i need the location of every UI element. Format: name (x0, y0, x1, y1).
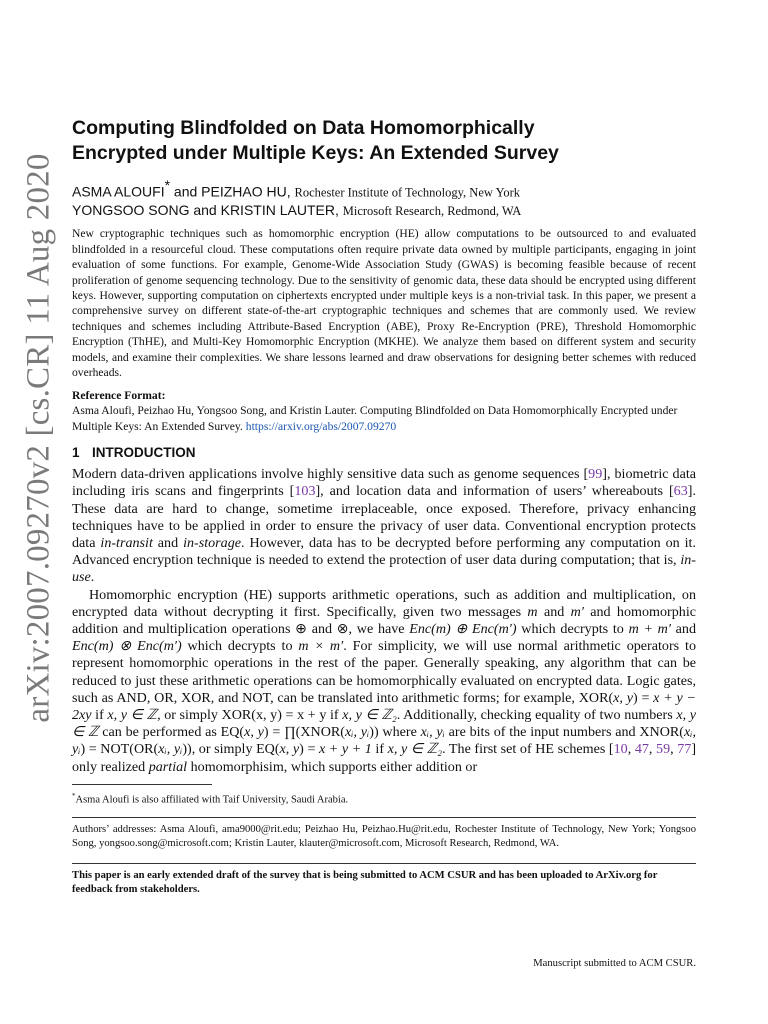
emphasis: in-transit (100, 535, 153, 552)
section-heading-introduction (72, 444, 696, 462)
math: xᵢ, yᵢ (72, 724, 696, 758)
math: x + y − 2xy (72, 689, 697, 724)
text-run: homomorphisim, which supports either addition or (187, 758, 478, 775)
math: x, y ∈ ℤ₂ (342, 707, 397, 724)
title-line-2: Encrypted under Multiple Keys: An Extended Survey (72, 142, 559, 164)
text-run: and (537, 603, 571, 620)
author-affiliation-2: Microsoft Research, Redmond, WA (342, 204, 522, 219)
math: xᵢ, yᵢ (158, 741, 183, 758)
math: m′ (570, 603, 584, 620)
citation-link[interactable]: 77 (677, 741, 692, 758)
citation-link[interactable]: 59 (656, 741, 671, 758)
author-footnote-mark: * (164, 177, 171, 193)
text-run: . (90, 569, 95, 586)
text-run: and homomorphic addition and multiplication operations ⊕ and ⊗, we have (72, 603, 697, 638)
text-run: )) where (369, 724, 421, 741)
math: x, y ∈ ℤ₂ (387, 741, 443, 758)
text-run: ], biometric data including iris scans and fingerprints [ (72, 466, 696, 500)
math: xᵢ, yᵢ (420, 724, 445, 741)
footnote-text: Asma Aloufi is also affiliated with Taif University, Saudi Arabia. (75, 794, 349, 806)
footnote-mark: * (72, 791, 76, 800)
footnote-divider (72, 784, 212, 785)
title-line-1: Computing Blindfolded on Data Homomorphically (72, 117, 535, 139)
emphasis: in-storage (183, 535, 242, 552)
arxiv-link[interactable]: https://arxiv.org/abs/2007.09270 (245, 419, 397, 433)
text-run: Modern data-driven applications involve highly sensitive data such as genome sequences [ (72, 466, 589, 483)
arxiv-sidebar-identifier (14, 153, 64, 723)
math: x, y (613, 689, 633, 706)
section-title: INTRODUCTION (92, 445, 196, 461)
math: Enc(m) ⊕ Enc(m′) (409, 621, 517, 638)
math: m × m′ (298, 638, 344, 655)
math: x, y (279, 741, 300, 758)
emphasis: in-use (72, 552, 696, 586)
citation-link[interactable]: 103 (294, 483, 316, 500)
paragraph-2 (72, 587, 696, 776)
introduction-body (72, 466, 696, 776)
paper-title (72, 116, 696, 166)
addresses-divider (72, 817, 696, 818)
reference-format-text: Asma Aloufi, Peizhao Hu, Yongsoo Song, and Kristin Lauter. Computing Blindfolded on Data Homomorphically Encrypted under Multiple Keys: An Extended Survey. (72, 404, 678, 433)
text-run: ) = (299, 741, 319, 758)
section-number: 1 (72, 445, 80, 461)
text-run: ) = (632, 689, 654, 706)
author-line-1 (72, 176, 696, 201)
text-run: , (648, 741, 657, 758)
text-run: , (670, 741, 678, 758)
math: Enc(m) ⊗ Enc(m′) (72, 638, 182, 655)
math: x, y (244, 724, 264, 741)
math: x, y ∈ ℤ (107, 707, 158, 724)
paragraph-1 (72, 466, 696, 586)
text-run: can be performed as EQ( (98, 724, 245, 741)
citation-link[interactable]: 10 (613, 741, 628, 758)
text-run: and (670, 621, 696, 638)
math: m + m′ (628, 621, 671, 638)
text-run: ) = NOT(OR( (80, 741, 159, 758)
text-run: )), or simply EQ( (182, 741, 280, 758)
text-run: ) = ∏(XNOR( (263, 724, 345, 741)
author-line-2 (72, 201, 696, 220)
footnote (72, 790, 696, 807)
text-run: ]. These data are hard to change, sometime irreplaceable, once exposed. Therefore, privacy enhancing techniques have to be applied in order to ensure the privacy of user data. Conventional encryption protects data (72, 483, 696, 552)
draft-notice: This paper is an early extended draft of the survey that is being submitted to ACM CSUR and has been uploaded to ArXiv.org for feedback from stakeholders. (72, 870, 658, 896)
text-run: which decrypts to (516, 621, 629, 638)
citation-link[interactable]: 47 (634, 741, 649, 758)
text-run: , (627, 741, 635, 758)
text-run: ] only realized (72, 741, 697, 775)
text-run: if (91, 707, 108, 724)
text-run: ], and location data and information of users’ whereabouts [ (315, 483, 674, 500)
author-names-1b: and PEIZHAO HU, (170, 183, 295, 200)
math: xᵢ, yᵢ (345, 724, 370, 741)
author-names-2: YONGSOO SONG and KRISTIN LAUTER, (72, 202, 343, 219)
text-run: , or simply XOR(x, y) = x + y if (157, 707, 343, 724)
text-run: Homomorphic encryption (HE) supports arithmetic operations, such as addition and multiplication, on encrypted data without decrypting it first. Specifically, given two messages (72, 586, 696, 620)
emphasis: partial (148, 758, 188, 775)
author-names-1a: ASMA ALOUFI (72, 183, 165, 200)
math: x, y ∈ ℤ (72, 707, 697, 741)
math: m (527, 603, 538, 620)
authors-addresses: Authors’ addresses: Asma Aloufi, ama9000@rit.edu; Peizhao Hu, Peizhao.Hu@rit.edu, Rochester Institute of Technology, New York; Yongsoo Song, yongsoo.song@microsoft.com; Kristin Lauter, klauter@microsoft.com, Microsoft Research, Redmond, WA. (72, 824, 696, 850)
citation-link[interactable]: 63 (673, 483, 688, 500)
arxiv-id-text: arXiv:2007.09270v2 [cs.CR] 11 Aug 2020 (20, 153, 57, 723)
text-run: . The first set of HE schemes [ (442, 741, 614, 758)
text-run: . Additionally, checking equality of two numbers (396, 707, 677, 724)
text-run: and (152, 535, 184, 552)
reference-format-heading: Reference Format: (72, 389, 166, 403)
notice-divider (72, 863, 696, 864)
citation-link[interactable]: 99 (588, 466, 603, 483)
abstract: New cryptographic techniques such as homomorphic encryption (HE) allow computations to be outsourced to and evaluated blindfolded in a resourceful cloud. These computations often require private data owned by multiple participants, engaging in joint evaluation of some functions. For example, Genome-Wide Association Study (GWAS) is becoming feasible because of recent proliferation of genome sequencing technology. Due to the sensitivity of genomic data, these data should be encrypted using different keys. However, supporting computation on ciphertexts encrypted under multiple keys is a non-trivial task. In this paper, we present a comprehensive survey on different state-of-the-art cryptographic techniques and schemes that are commonly used. We review techniques and schemes including Attribute-Based Encryption (ABE), Proxy Re-Encryption (PRE), Threshold Homomorphic Encryption (ThHE), and Multi-Key Homomorphic Encryption (MKHE). We analyze them based on different system and security models, and examine their complexities. We share lessons learned and draw observations for designing better schemes with reduced overheads. (72, 227, 696, 379)
reference-format-body (72, 403, 696, 434)
manuscript-footer: Manuscript submitted to ACM CSUR. (533, 958, 696, 969)
text-run: . For simplicity, we will use normal arithmetic operators to represent homomorphic operations in the rest of the paper. Generally speaking, any algorithm that can be reduced to just these arithmetic operations can be homomorphically evaluated on encrypted data. Logic gates, such as AND, OR, XOR, and NOT, can be translated into arithmetic forms; for example, XOR( (72, 638, 696, 706)
author-block (72, 176, 696, 220)
author-affiliation-1: Rochester Institute of Technology, New York (294, 185, 521, 200)
text-run: if (371, 741, 388, 758)
math: x + y + 1 (318, 741, 372, 758)
paper-first-page (72, 116, 696, 897)
text-run: which decrypts to (181, 638, 299, 655)
text-run: . However, data has to be decrypted before performing any computation on it. Advanced encryption technique is needed to extend the protection of user data during computation; that is, (72, 535, 696, 569)
text-run: are bits of the input numbers and XNOR( (444, 724, 684, 741)
